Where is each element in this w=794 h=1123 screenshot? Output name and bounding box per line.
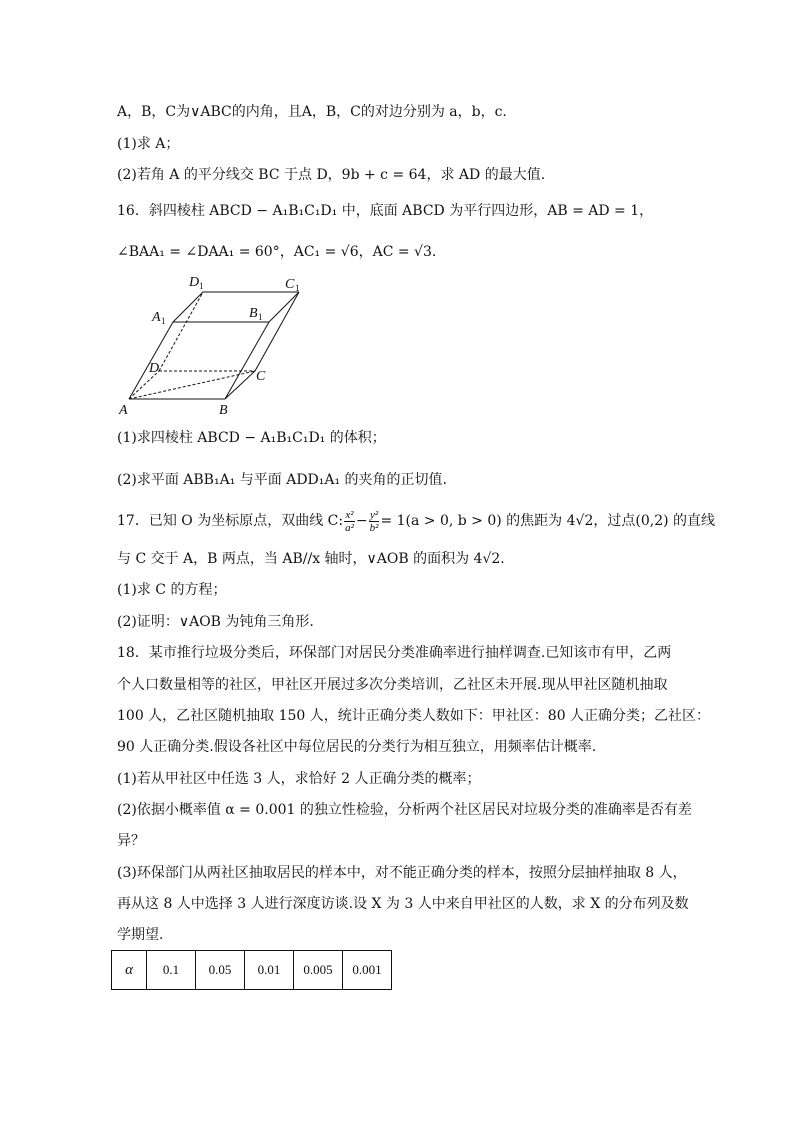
p17-text-b: = 1(a > 0, b > 0) 的焦距为 4√2，过点(0,2) 的直线 [380,513,716,529]
p18-line1: 18．某市推行垃圾分类后，环保部门对居民分类准确率进行抽样调查.已知该市有甲，乙两 [117,645,672,661]
prism-figure [115,268,315,420]
p18-part3-line2: 再从这 8 人中选择 3 人进行深度访谈.设 X 为 3 人中来自甲社区的人数，求 X 的分布列及数 [117,896,689,912]
label-D1: D [189,275,200,290]
frac1-denominator: a² [345,521,354,534]
edge-B1C1 [269,292,299,322]
label-D: D [149,361,160,376]
frac2-numerator: y² [369,508,379,521]
frac1-numerator: x² [345,508,354,521]
alpha-cell: 0.05 [196,951,245,990]
p18-line4: 90 人正确分类.假设各社区中每位居民的分类行为相互独立，用频率估计概率. [117,739,597,755]
alpha-cell: 0.005 [294,951,343,990]
p18-part2-line2: 异？ [117,833,145,849]
label-D1-sub: 1 [199,281,204,291]
edge-BC [225,371,255,399]
alpha-cell: 0.001 [343,951,392,990]
alpha-table-row [112,951,392,990]
fraction-x2-a2 [344,509,355,534]
fraction-y2-b2 [369,509,380,534]
alpha-cell: 0.01 [245,951,294,990]
p17-part1: (1)求 C 的方程； [117,582,227,598]
label-A1-sub: 1 [161,316,166,326]
edge-A1D1 [173,292,203,322]
p17-text-a: 17．已知 O 为坐标原点，双曲线 C: [117,513,344,529]
p17-part2: (2)证明：∨AOB 为钝角三角形. [117,614,314,630]
p16-statement-line1: 16．斜四棱柱 ABCD − A₁B₁C₁D₁ 中，底面 ABCD 为平行四边形，AB = AD = 1， [117,203,654,219]
p18-part2-line1: (2)依据小概率值 α = 0.001 的独立性检验，分析两个社区居民对垃圾分类的准确率是否有差 [117,802,692,818]
edge-CC1 [255,292,299,371]
frac2-denominator: b² [369,521,379,534]
p16-part2: (2)求平面 ABB₁A₁ 与平面 ADD₁A₁ 的夹角的正切值. [117,472,447,488]
label-A: A [119,403,128,418]
p17-minus: − [355,513,368,529]
p18-part1: (1)若从甲社区中任选 3 人，求恰好 2 人正确分类的概率； [117,771,481,787]
p15-part1: (1)求 A； [117,136,180,152]
diagonal-AC-hidden [129,371,255,399]
label-C1-sub: 1 [295,283,300,293]
alpha-cell: 0.1 [147,951,196,990]
edge-DD1-hidden [159,292,203,371]
label-B1-sub: 1 [258,312,263,322]
label-B: B [219,403,228,418]
p18-part3-line3: 学期望. [117,927,164,943]
p16-part1: (1)求四棱柱 ABCD − A₁B₁C₁D₁ 的体积； [117,430,386,446]
label-A1: A [152,310,161,325]
label-C1: C [285,277,295,292]
edge-BB1 [225,322,269,399]
alpha-table [111,950,392,990]
p17-statement-line1 [117,508,715,534]
p15-part2: (2)若角 A 的平分线交 BC 于点 D，9b + c = 64，求 AD 的最大值. [117,167,546,183]
p15-intro: A，B，C为∨ABC的内角，且A，B，C的对边分别为 a，b，c. [117,104,507,120]
p17-statement-line2: 与 C 交于 A，B 两点，当 AB//x 轴时，∨AOB 的面积为 4√2. [117,551,505,567]
p16-statement-line2: ∠BAA₁ = ∠DAA₁ = 60°，AC₁ = √6，AC = √3. [117,244,437,260]
p18-line2: 个人口数量相等的社区，甲社区开展过多次分类培训，乙社区未开展.现从甲社区随机抽取 [117,677,668,693]
label-B1: B [249,306,258,321]
p18-part3-line1: (3)环保部门从两社区抽取居民的样本中，对不能正确分类的样本，按照分层抽样抽取 8 人， [117,865,687,881]
p18-line3: 100 人，乙社区随机抽取 150 人，统计正确分类人数如下：甲社区：80 人正确分类；乙社区： [117,708,711,724]
alpha-header-cell: α [112,951,147,990]
label-C: C [256,369,266,384]
